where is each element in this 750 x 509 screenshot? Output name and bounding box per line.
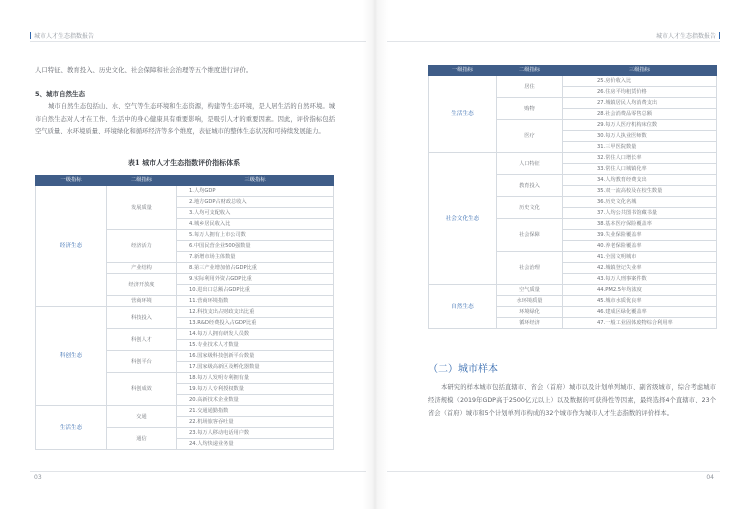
level2-indicator: 购物 (497, 98, 563, 120)
level3-indicator: 4.城乡居民收入比 (177, 219, 334, 230)
level3-indicator: 19.每万人专利授权数量 (177, 384, 334, 395)
indicator-table-part2 (428, 65, 717, 329)
level1-indicator: 生活生态 (429, 76, 497, 153)
level3-indicator: 14.每万人拥有研发人员数 (177, 329, 334, 340)
level3-indicator: 42.城镇登记失业率 (563, 263, 717, 274)
header-level2: 二级指标 (107, 176, 177, 186)
table-row (36, 406, 334, 417)
level2-indicator: 科创成效 (107, 373, 177, 406)
header-accent-bar (30, 32, 31, 39)
running-header-right (656, 31, 720, 40)
level2-indicator: 空气质量 (497, 285, 563, 296)
indicator-table-part1 (35, 175, 334, 450)
level2-indicator: 科创人才 (107, 329, 177, 351)
table-row (429, 76, 717, 87)
section-title: 5、城市自然生态 (35, 90, 86, 98)
level2-indicator: 经济活力 (107, 230, 177, 263)
level3-indicator: 3.人均可支配收入 (177, 208, 334, 219)
footer-rule (30, 471, 366, 472)
level2-indicator: 循环经济 (497, 318, 563, 329)
section-paragraph: 城市自然生态包括山、水、空气等生态环境和生态资源，构建等生态环境，是人居生活的自然环境。城市自然生态对人才在工作、生活中的身心健康具有重要影响，是吸引人才的重要因素。因此，评价指标包括空气质量、水环境质量、环境绿化和循环经济等多个维度，表征城市的整体生态状况和可持续发展能力。 (35, 103, 335, 135)
level1-indicator: 经济生态 (36, 186, 107, 307)
level3-indicator: 16.国家级科技创新平台数量 (177, 351, 334, 362)
level3-indicator: 9.实际利用外资占GDP比重 (177, 274, 334, 285)
level3-indicator: 20.高新技术企业数量 (177, 395, 334, 406)
level3-indicator: 2.地方GDP占财政总收入 (177, 197, 334, 208)
header-accent-bar (719, 32, 720, 39)
table-row (36, 307, 334, 318)
level3-indicator: 15.专业技术人才数量 (177, 340, 334, 351)
header-level3: 三级指标 (563, 66, 717, 76)
level3-indicator: 10.进出口总额占GDP比重 (177, 285, 334, 296)
header-rule (30, 41, 366, 42)
level3-indicator: 30.每万人执业医师数 (563, 131, 717, 142)
level3-indicator: 8.第三产业增加值占GDP比重 (177, 263, 334, 274)
level3-indicator: 22.机场旅客吞吐量 (177, 417, 334, 428)
level3-indicator: 26.住房平均租赁价格 (563, 87, 717, 98)
level1-indicator: 自然生态 (429, 285, 497, 329)
level2-indicator: 交通 (107, 406, 177, 428)
level3-indicator: 46.建成区绿化覆盖率 (563, 307, 717, 318)
level2-indicator: 居住 (497, 76, 563, 98)
level3-indicator: 5.每万人拥有上市公司数 (177, 230, 334, 241)
level3-indicator: 31.三甲医院数量 (563, 142, 717, 153)
level2-indicator: 教育投入 (497, 175, 563, 197)
level2-indicator: 人口特征 (497, 153, 563, 175)
level2-indicator: 社会治理 (497, 252, 563, 285)
level3-indicator: 47.一般工业固体废物综合利用率 (563, 318, 717, 329)
level3-indicator: 7.新增市场主体数量 (177, 252, 334, 263)
level3-indicator: 38.基本医疗保险覆盖率 (563, 219, 717, 230)
level3-indicator: 41.全国文明城市 (563, 252, 717, 263)
level1-indicator: 生活生态 (36, 406, 107, 450)
level1-indicator: 科创生态 (36, 307, 107, 406)
right-page (375, 0, 750, 509)
level2-indicator: 医疗 (497, 120, 563, 153)
level2-indicator: 产业结构 (107, 263, 177, 274)
level3-indicator: 39.失业保险覆盖率 (563, 230, 717, 241)
table-row (36, 186, 334, 197)
header-level3: 三级指标 (177, 176, 334, 186)
table-header-row (429, 66, 717, 76)
level2-indicator: 科技投入 (107, 307, 177, 329)
level2-indicator: 发展质量 (107, 186, 177, 230)
level3-indicator: 17.国家级高新区及孵化器数量 (177, 362, 334, 373)
level3-indicator: 21.交通通勤指数 (177, 406, 334, 417)
level3-indicator: 37.人均公共图书馆藏书量 (563, 208, 717, 219)
level3-indicator: 43.每万人刑事案件数 (563, 274, 717, 285)
level2-indicator: 水环境质量 (497, 296, 563, 307)
level3-indicator: 28.社会消费品零售总额 (563, 109, 717, 120)
level3-indicator: 45.城市水质优良率 (563, 296, 717, 307)
level1-indicator: 社会文化生态 (429, 153, 497, 285)
level3-indicator: 27.城镇居民人均消费支出 (563, 98, 717, 109)
level3-indicator: 13.R&D经费投入占GDP比重 (177, 318, 334, 329)
level2-indicator: 社会保障 (497, 219, 563, 252)
level3-indicator: 1.人均GDP (177, 186, 334, 197)
level3-indicator: 11.营商环境指数 (177, 296, 334, 307)
table-caption: 表1 城市人才生态指数评价指标体系 (127, 158, 241, 167)
running-header-title: 城市人才生态指数报告 (34, 33, 95, 40)
footer-rule (387, 471, 720, 472)
header-level1: 一级指标 (36, 176, 107, 186)
level3-indicator: 35.双一流高校及在校生数量 (563, 186, 717, 197)
level2-indicator: 经济开放度 (107, 274, 177, 296)
level3-indicator: 23.每万人移动电话用户数 (177, 428, 334, 439)
page-number: 03 (34, 474, 42, 481)
table-header-row (36, 176, 334, 186)
header-level1: 一级指标 (429, 66, 497, 76)
level3-indicator: 40.养老保险覆盖率 (563, 241, 717, 252)
level3-indicator: 12.科技支出占财政支出比重 (177, 307, 334, 318)
running-header-title: 城市人才生态指数报告 (655, 33, 716, 40)
level2-indicator: 通信 (107, 428, 177, 450)
intro-text: 人口特征、教育投入、历史文化、社会保障和社会治理等五个维度进行评价。 (35, 66, 253, 74)
level2-indicator: 科创平台 (107, 351, 177, 373)
table-row (429, 285, 717, 296)
level3-indicator: 33.常住人口城镇化率 (563, 164, 717, 175)
table-row (429, 153, 717, 164)
running-header-left (30, 31, 94, 40)
level2-indicator: 营商环境 (107, 296, 177, 307)
header-rule (387, 41, 720, 42)
header-level2: 二级指标 (497, 66, 563, 76)
level3-indicator: 34.人均教育经费支出 (563, 175, 717, 186)
level3-indicator: 24.人均快递业务量 (177, 439, 334, 450)
section-title: （二）城市样本 (428, 364, 498, 375)
level2-indicator: 历史文化 (497, 197, 563, 219)
section-paragraph: 本研究的样本城市包括直辖市、省会（首府）城市以及计划单列城市、副省级城市，综合考虑城市经济规模（2019年GDP高于2500亿元以上）以及数据的可获得性等因素，最终选择4个直辖市、23个省会（首府）城市和5个计划单列市构成的32个城市作为城市人才生态指数的评价样本。 (428, 384, 716, 417)
level3-indicator: 18.每万人发明专利拥有量 (177, 373, 334, 384)
level3-indicator: 29.每万人医疗机构床位数 (563, 120, 717, 131)
level3-indicator: 36.历史文化名城 (563, 197, 717, 208)
level3-indicator: 44.PM2.5年均浓度 (563, 285, 717, 296)
level3-indicator: 25.房价收入比 (563, 76, 717, 87)
level3-indicator: 32.常住人口增长率 (563, 153, 717, 164)
page-number: 04 (706, 474, 714, 481)
level2-indicator: 环境绿化 (497, 307, 563, 318)
level3-indicator: 6.中国民营企业500强数量 (177, 241, 334, 252)
